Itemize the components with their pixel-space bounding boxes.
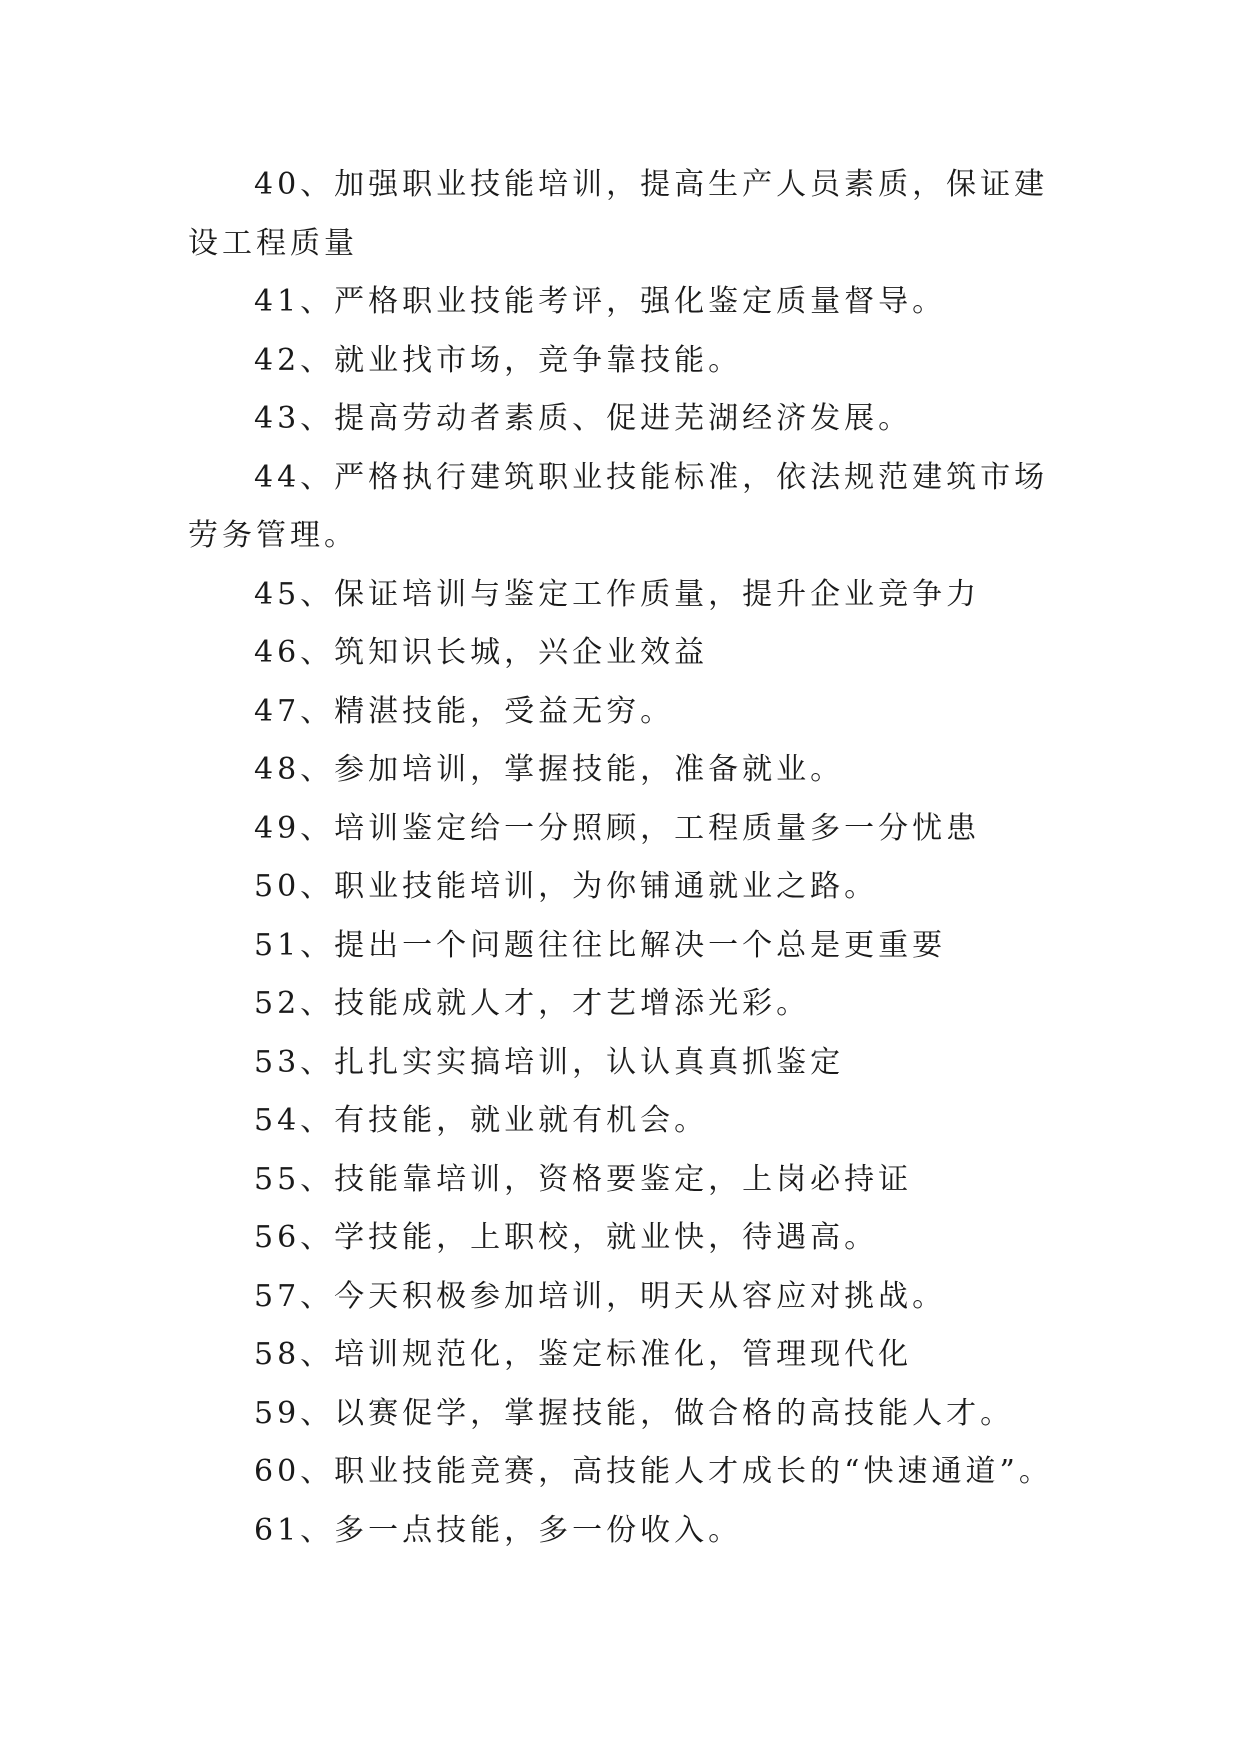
paragraph-42: 42、就业找市场，竞争靠技能。 — [254, 342, 743, 378]
paragraph-40: 40、加强职业技能培训，提高生产人员素质，保证建设工程质量 — [188, 167, 1049, 261]
paragraph-57: 57、今天积极参加培训，明天从容应对挑战。 — [254, 1278, 947, 1314]
paragraph-56: 56、学技能，上职校，就业快，待遇高。 — [254, 1220, 879, 1255]
paragraph-49: 49、培训鉴定给一分照顾，工程质量多一分忧患 — [254, 810, 981, 846]
paragraph-50: 50、职业技能培训，为你铺通就业之路。 — [254, 869, 879, 904]
paragraph-59: 59、以赛促学，掌握技能，做合格的高技能人才。 — [254, 1395, 1015, 1431]
paragraph-55: 55、技能靠培训，资格要鉴定，上岗必持证 — [254, 1161, 913, 1197]
paragraph-60: 60、职业技能竞赛，高技能人才成长的“快速通道”。 — [254, 1454, 1053, 1489]
paragraph-48: 48、参加培训，掌握技能，准备就业。 — [254, 752, 845, 787]
paragraph-52: 52、技能成就人才，才艺增添光彩。 — [254, 986, 811, 1021]
paragraph-43: 43、提高劳动者素质、促进芜湖经济发展。 — [254, 401, 913, 436]
document-body — [188, 156, 1058, 1560]
paragraph-46: 46、筑知识长城，兴企业效益 — [254, 635, 709, 670]
paragraph-41: 41、严格职业技能考评，强化鉴定质量督导。 — [254, 284, 947, 319]
paragraph-51: 51、提出一个问题往往比解决一个总是更重要 — [254, 927, 947, 963]
paragraph-45: 45、保证培训与鉴定工作质量，提升企业竞争力 — [254, 576, 981, 612]
paragraph-54: 54、有技能，就业就有机会。 — [254, 1103, 709, 1138]
paragraph-58: 58、培训规范化，鉴定标准化，管理现代化 — [254, 1337, 913, 1372]
paragraph-53: 53、扎扎实实搞培训，认认真真抓鉴定 — [254, 1044, 845, 1080]
paragraph-47: 47、精湛技能，受益无穷。 — [254, 693, 675, 729]
paragraph-61: 61、多一点技能，多一份收入。 — [254, 1512, 743, 1548]
paragraph-44: 44、严格执行建筑职业技能标准，依法规范建筑市场劳务管理。 — [188, 459, 1049, 553]
